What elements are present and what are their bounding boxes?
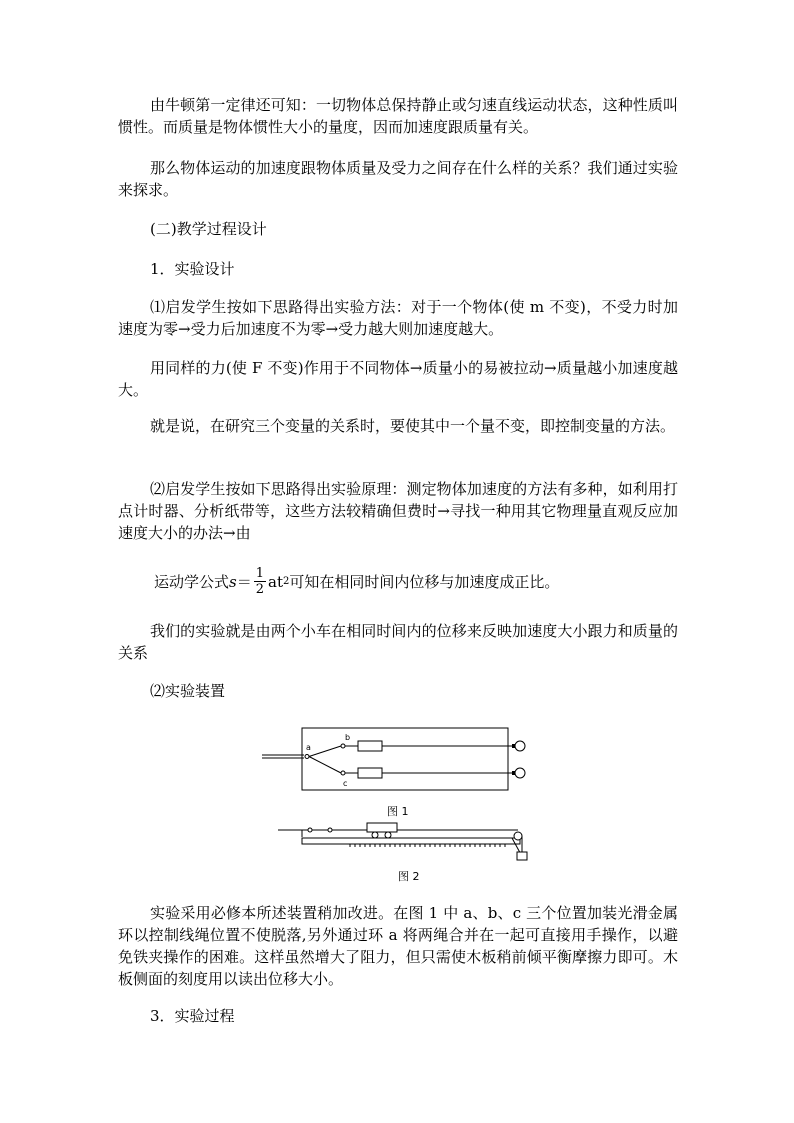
paragraph-inertia: 由牛顿第一定律还可知：一切物体总保持静止或匀速直线运动状态，这种性质叫惯性。而质量是物体惯性大小的量度，因而加速度跟质量有关。 <box>118 96 678 136</box>
fraction-denominator: 2 <box>255 582 265 597</box>
paragraph-same-force: 用同样的力(使 F 不变)作用于不同物体→质量小的易被拉动→质量越小加速度越大。 <box>118 359 678 399</box>
fraction-numerator: 1 <box>255 566 265 581</box>
subsection-heading-experiment-process: 3．实验过程 <box>150 1007 235 1025</box>
paragraph-our-experiment: 我们的实验就是由两个小车在相同时间内的位移来反映加速度大小跟力和质量的关系 <box>118 622 678 662</box>
figure-2-caption: 图 2 <box>398 870 420 883</box>
formula-suffix: 可知在相同时间内位移与加速度成正比。 <box>289 573 560 591</box>
kinematics-formula <box>154 566 559 597</box>
figure-1-label-b: b <box>345 733 351 742</box>
paragraph-question: 那么物体运动的加速度跟物体质量及受力之间存在什么样的关系？我们通过实验来探求。 <box>118 159 678 199</box>
formula-exponent: 2 <box>283 576 290 587</box>
formula-fraction <box>254 566 266 597</box>
paragraph-control-variable: 就是说，在研究三个变量的关系时，要使其中一个量不变，即控制变量的方法。 <box>150 417 676 435</box>
paragraph-apparatus-description: 实验采用必修本所述装置稍加改进。在图 1 中 a、b、c 三个位置加装光滑金属环以控制线绳位置不使脱落,另外通过环 a 将两绳合并在一起可直接用手操作，以避免铁夹操作的困难。这样虽然增大了阻力，但只需使木板稍前倾平衡摩擦力即可。木板侧面的刻度用以读出位移大小。 <box>118 904 678 988</box>
subsection-heading-experiment-design: 1．实验设计 <box>150 260 235 278</box>
subsection-heading-apparatus: ⑵实验装置 <box>150 682 226 700</box>
figure-1-label-c: c <box>343 779 348 788</box>
paragraph-method: ⑴启发学生按如下思路得出实验方法：对于一个物体(使 m 不变)，不受力时加速度为零→受力后加速度不为零→受力越大则加速度越大。 <box>118 298 678 338</box>
formula-at: at <box>268 572 283 591</box>
formula-prefix: 运动学公式 <box>154 573 230 591</box>
figure-1-caption: 图 1 <box>387 805 409 818</box>
section-heading-teaching-process: (二)教学过程设计 <box>150 220 267 238</box>
formula-equals: ＝ <box>236 573 252 591</box>
figure-1-label-a: a <box>306 743 311 752</box>
formula-lhs: s <box>229 572 237 591</box>
figure-2-apparatus-side-view <box>0 820 794 870</box>
paragraph-principle: ⑵启发学生按如下思路得出实验原理：测定物体加速度的方法有多种，如利用打点计时器、分析纸带等，这些方法较精确但费时→寻找一种用其它物理量直观反应加速度大小的办法→由 <box>118 480 678 542</box>
